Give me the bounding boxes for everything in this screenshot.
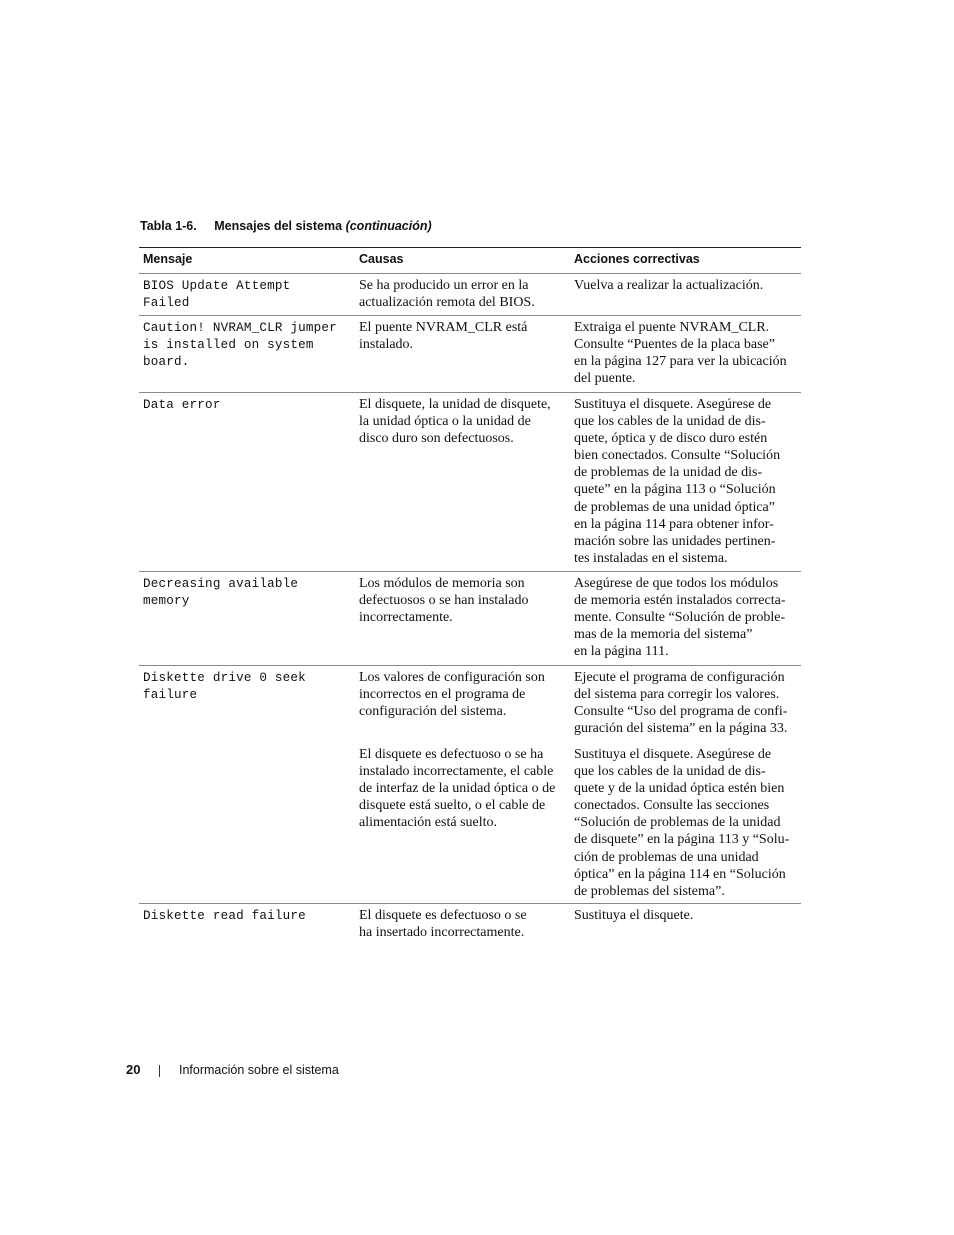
- message-cell: Data error: [143, 398, 221, 412]
- cause-cell: El disquete, la unidad de disquete, la unidad óptica o la unidad de disco duro son defectuosos.: [359, 397, 551, 447]
- footer-divider: [159, 1065, 160, 1077]
- column-header-causes: Causas: [359, 252, 404, 266]
- action-cell: Asegúrese de que todos los módulos de memoria estén instalados correcta- mente. Consulte “Solución de proble- mas de la memoria del sistema” en la página 111.: [574, 576, 786, 660]
- cause-cell-secondary: El disquete es defectuoso o se ha instalado incorrectamente, el cable de interfaz de la unidad óptica o de disquete está suelto, o el cable de alimentación está suelto.: [359, 747, 556, 831]
- table-caption: [140, 219, 432, 233]
- cause-cell: Se ha producido un error en la actualización remota del BIOS.: [359, 278, 535, 311]
- table-caption-title: Mensajes del sistema: [214, 219, 343, 233]
- table-caption-label: Tabla 1-6.: [140, 219, 197, 233]
- page-number: 20: [126, 1062, 141, 1077]
- table-row: [139, 904, 801, 948]
- cause-cell: El puente NVRAM_CLR está instalado.: [359, 320, 528, 353]
- table-row: [139, 393, 801, 572]
- message-cell: BIOS Update Attempt Failed: [143, 279, 291, 311]
- message-cell: Diskette drive 0 seek failure: [143, 671, 306, 703]
- table-row: [139, 572, 801, 666]
- table-header-row: [139, 248, 801, 274]
- table-caption-continuation: (continuación): [345, 219, 432, 233]
- message-cell: Diskette read failure: [143, 909, 306, 923]
- action-cell: Sustituya el disquete. Asegúrese de que los cables de la unidad de dis- quete, óptica y de disco duro estén bien conectados. Consulte “Solución de problemas de la unidad de dis- quete” en la página 113 o “Solución de problemas de una unidad óptica” en la página 114 para obtener infor- mación sobre las unidades pertinen- tes instaladas en el sistema.: [574, 397, 781, 566]
- column-header-actions: Acciones correctivas: [574, 252, 700, 266]
- action-cell: Ejecute el programa de configuración del sistema para corregir los valores. Consulte “Uso del programa de confi- guración del sistema” en la página 33.: [574, 670, 788, 737]
- action-cell: Sustituya el disquete.: [574, 908, 694, 923]
- message-cell: Caution! NVRAM_CLR jumper is installed on system board.: [143, 321, 337, 370]
- table-row: [139, 316, 801, 393]
- footer-section-title: Información sobre el sistema: [179, 1063, 339, 1077]
- action-cell: Extraiga el puente NVRAM_CLR. Consulte “Puentes de la placa base” en la página 127 para ver la ubicación del puente.: [574, 320, 787, 387]
- action-cell: Vuelva a realizar la actualización.: [574, 278, 764, 293]
- system-messages-table: [139, 247, 801, 948]
- cause-cell: El disquete es defectuoso o se ha insertado incorrectamente.: [359, 908, 527, 941]
- table-row: [139, 274, 801, 316]
- cause-cell: Los módulos de memoria son defectuosos o se han instalado incorrectamente.: [359, 576, 529, 626]
- cause-cell: Los valores de configuración son incorrectos en el programa de configuración del sistema.: [359, 670, 545, 720]
- column-header-message: Mensaje: [143, 252, 193, 266]
- action-cell-secondary: Sustituya el disquete. Asegúrese de que los cables de la unidad de dis- quete y de la unidad óptica estén bien conectados. Consulte las secciones “Solución de problemas de la unidad de disquete” en la página 113 y “Solu- ción de problemas de una unidad óptica” en la página 114 en “Solución de problemas del sistema”.: [574, 747, 790, 899]
- message-cell: Decreasing available memory: [143, 577, 299, 609]
- table-row: [139, 666, 801, 904]
